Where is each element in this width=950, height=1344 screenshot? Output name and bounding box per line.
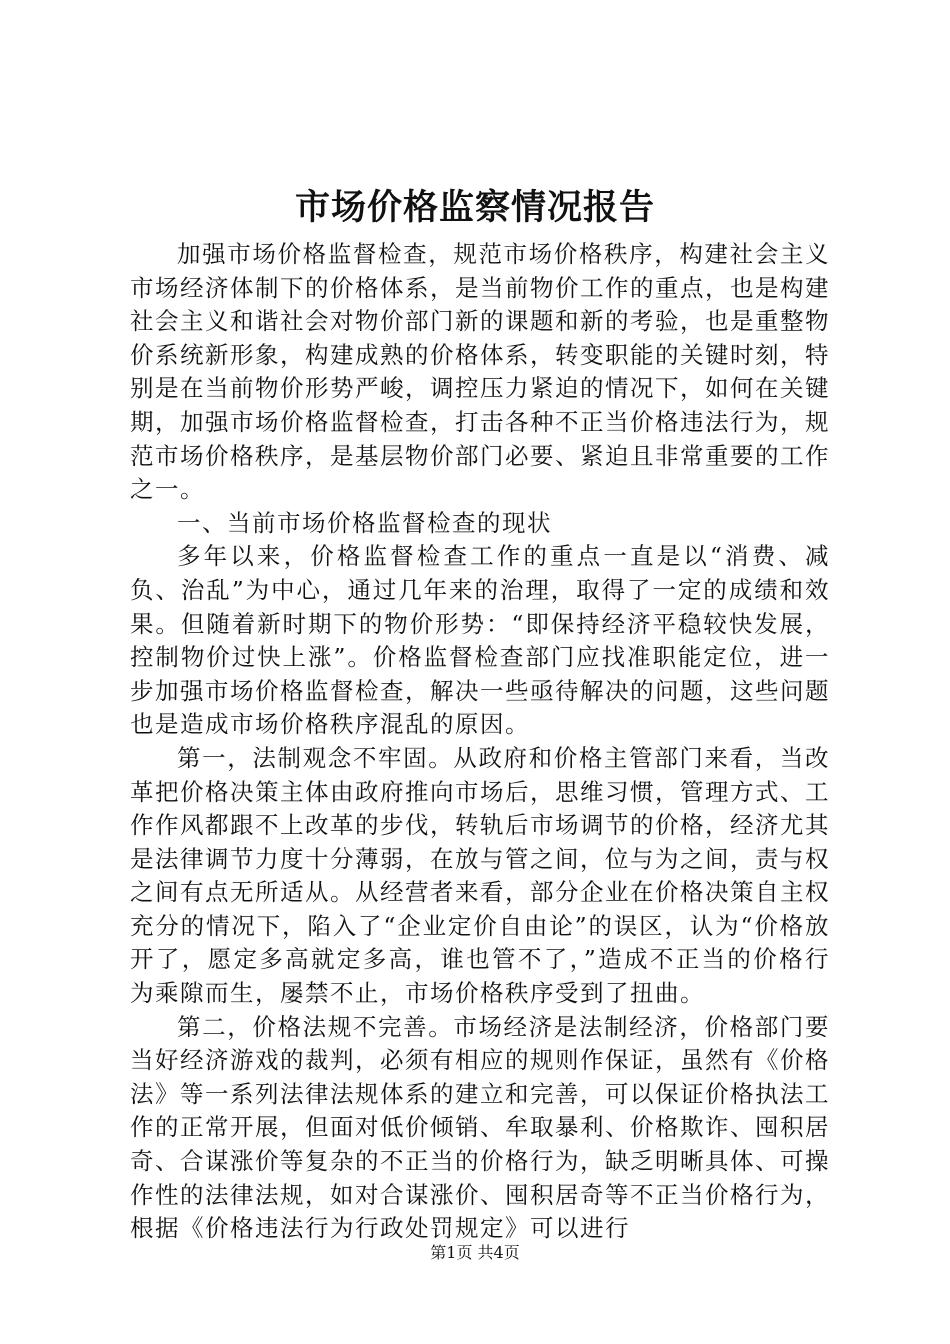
document-title: 市场价格监察情况报告 [294, 187, 655, 228]
page-footer: 第1页 共4页 [430, 1243, 520, 1262]
document-body [130, 238, 830, 1246]
paragraph-status: 多年以来，价格监督检查工作的重点一直是以“消费、减负、治乱”为中心，通过几年来的治理，取得了一定的成绩和效果。但随着新时期下的物价形势：“即保持经济平稳较快发展，控制物价过快上涨”。价格监督检查部门应找准职能定位，进一步加强市场价格监督检查，解决一些亟待解决的问题，这些问题也是造成市场价格秩序混乱的原因。 [130, 542, 830, 739]
paragraph-intro: 加强市场价格监督检查，规范市场价格秩序，构建社会主义市场经济体制下的价格体系，是当前物价工作的重点，也是构建社会主义和谐社会对物价部门新的课题和新的考验，也是重整物价系统新形象，构建成熟的价格体系，转变职能的关键时刻，特别是在当前物价形势严峻，调控压力紧迫的情况下，如何在关键期，加强市场价格监督检查，打击各种不正当价格违法行为，规范市场价格秩序，是基层物价部门必要、紧迫且非常重要的工作之一。 [130, 240, 830, 504]
section-heading-current-status: 一、当前市场价格监督检查的现状 [177, 508, 552, 537]
paragraph-second-point: 第二，价格法规不完善。市场经济是法制经济，价格部门要当好经济游戏的裁判，必须有相应的规则作保证，虽然有《价格法》等一系列法律法规体系的建立和完善，可以保证价格执法工作的正常开展，但面对低价倾销、牟取暴利、价格欺诈、囤积居奇、合谋涨价等复杂的不正当的价格行为，缺乏明晰具体、可操作性的法律法规，如对合谋涨价、囤积居奇等不正当价格行为，根据《价格违法行为行政处罚规定》可以进行 [130, 1012, 830, 1243]
paragraph-first-point: 第一，法制观念不牢固。从政府和价格主管部门来看，当改革把价格决策主体由政府推向市场后，思维习惯，管理方式、工作作风都跟不上改革的步伐，转轨后市场调节的价格，经济尤其是法律调节力度十分薄弱，在放与管之间，位与为之间，责与权之间有点无所适从。从经营者来看，部分企业在价格决策自主权充分的情况下，陷入了“企业定价自由论”的误区，认为“价格放开了，愿定多高就定多高，谁也管不了，”造成不正当的价格行为乘隙而生，屡禁不止，市场价格秩序受到了扭曲。 [130, 743, 830, 1008]
